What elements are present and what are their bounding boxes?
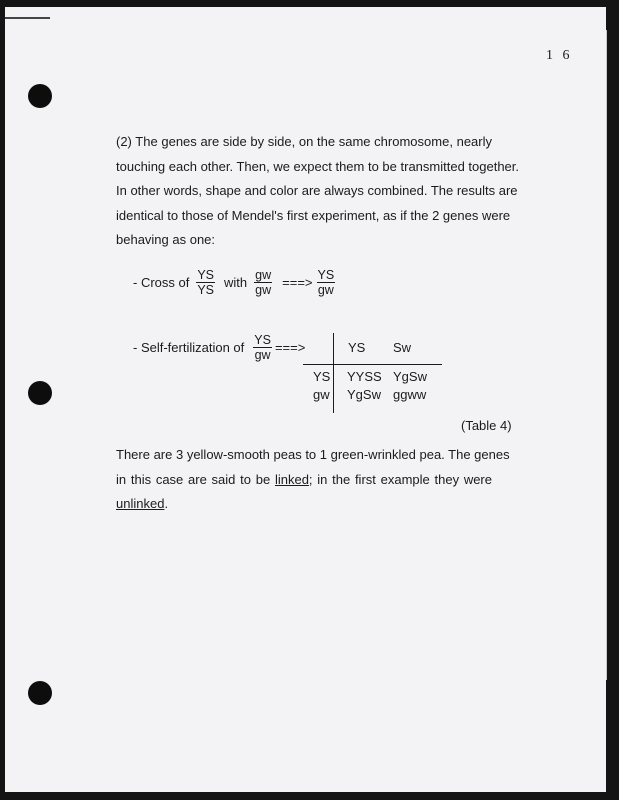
- cross-with: with: [224, 275, 248, 290]
- table-cell: YgSw: [393, 369, 427, 384]
- arrow: ===>: [274, 340, 306, 355]
- punch-hole-bottom: [28, 681, 52, 705]
- row-header: gw: [313, 387, 330, 402]
- linked-term: linked: [274, 471, 309, 487]
- text-line: unlinked.: [116, 496, 169, 511]
- table-cell: YYSS: [347, 369, 382, 384]
- table-caption: (Table 4): [461, 418, 512, 433]
- table-vertical-rule: [333, 333, 334, 413]
- column-header: Sw: [393, 340, 412, 355]
- paper-page: [5, 7, 606, 792]
- unlinked-term: unlinked: [116, 496, 165, 511]
- row-header: YS: [313, 369, 331, 384]
- self-fertilization-equation: [133, 334, 305, 361]
- table-horizontal-rule: [303, 364, 442, 365]
- table-cell: ggww: [393, 387, 427, 402]
- text-line: in this case are said to be linked; in the first example they were: [116, 471, 492, 487]
- text-line: (2) The genes are side by side, on the same chromosome, nearly: [116, 134, 492, 149]
- paragraph-conclusion: [116, 443, 510, 517]
- page-edge-line: [606, 30, 607, 680]
- text-line: touching each other. Then, we expect them to be transmitted together.: [116, 158, 520, 174]
- punch-hole-middle: [28, 381, 52, 405]
- cross-equation: [133, 269, 335, 296]
- cross-label: - Cross of: [133, 275, 190, 290]
- arrow: ===>: [282, 275, 313, 290]
- column-header: YS: [348, 340, 366, 355]
- text-line: In other words, shape and color are always combined. The results are: [116, 183, 518, 198]
- paragraph-genes-linked: [116, 130, 520, 253]
- table-cell: YgSw: [347, 387, 381, 402]
- text-line: behaving as one:: [116, 232, 216, 247]
- page-number: 1 6: [546, 48, 573, 63]
- punch-hole-top: [28, 84, 52, 108]
- text-line: identical to those of Mendel's first experiment, as if the 2 genes were: [116, 207, 511, 223]
- text-line: There are 3 yellow-smooth peas to 1 green-wrinkled pea. The genes: [116, 447, 510, 462]
- page-edge-mark: [5, 17, 50, 19]
- fraction-ys-gw: $\frac{YS}{gw}$: [254, 333, 271, 362]
- fraction-gw-gw: $\frac{gw}{gw}$: [255, 268, 272, 297]
- fraction-ys-ys: $\frac{YS}{YS}$: [197, 268, 215, 297]
- fraction-ys-gw: $\frac{YS}{gw}$: [317, 268, 335, 297]
- self-fertilization-label: - Self-fertilization of: [133, 340, 245, 355]
